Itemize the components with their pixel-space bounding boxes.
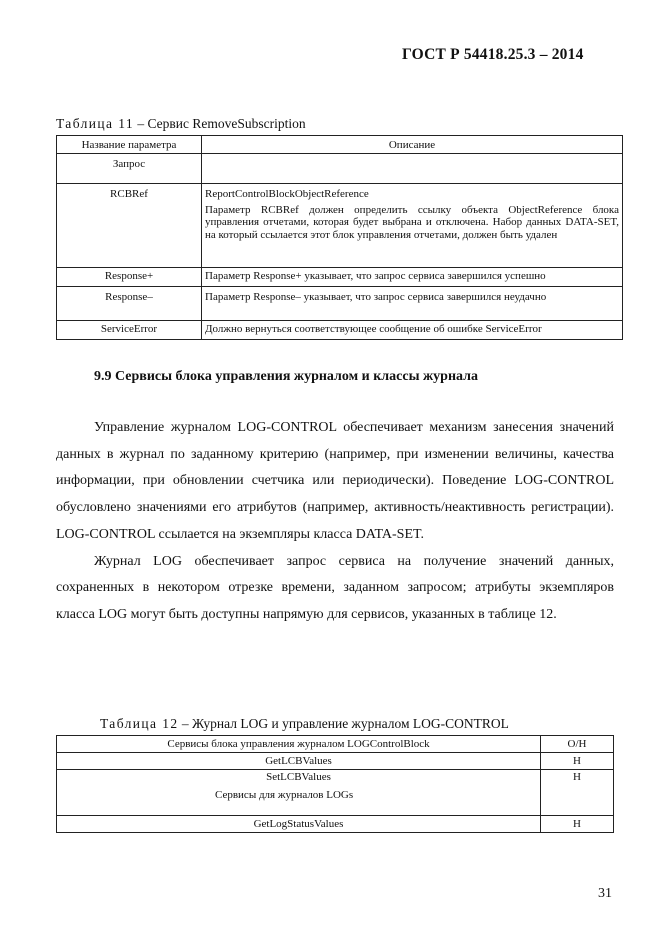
body-text	[56, 415, 614, 629]
table-header-row	[57, 736, 614, 753]
param-name-cell: ServiceError	[57, 321, 202, 340]
table-header-row	[57, 136, 623, 154]
param-desc-paragraph: Параметр RCBRef должен определить ссылку объекта ObjectReference блока управления отчетами, которая будет выбрана и отключена. Набор данных DATA-SET, на который ссылается этот блок управления отчетами, должен быть удален	[205, 203, 619, 241]
table-row	[57, 287, 623, 321]
table-12-caption-prefix: Таблица 12	[100, 716, 179, 731]
oh-cell: Н	[541, 770, 614, 816]
param-name-cell: Запрос	[57, 154, 202, 184]
service-name: SetLCBValues	[266, 771, 331, 783]
param-desc-cell: Должно вернуться соответствующее сообщение об ошибке ServiceError	[202, 321, 623, 340]
param-name-cell: Response+	[57, 268, 202, 287]
table-12-caption	[100, 716, 509, 732]
column-header-description: Описание	[202, 136, 623, 154]
service-group-label: Сервисы для журналов LOGs	[215, 789, 354, 801]
param-desc-cell	[202, 154, 623, 184]
column-header-param-name: Название параметра	[57, 136, 202, 154]
table-row	[57, 154, 623, 184]
paragraph: Управление журналом LOG-CONTROL обеспечивает механизм занесения значений данных в журнал по заданному критерию (например, при изменении величины, качества информации, при обновлении счетчика или периодически). Поведение LOG-CONTROL обусловлено значениями его атрибутов (например, активность/неактивность регистрации). LOG-CONTROL ссылается на экземпляры класса DATA-SET.	[56, 420, 614, 542]
oh-cell: Н	[541, 816, 614, 833]
table-row	[57, 753, 614, 770]
oh-cell: Н	[541, 753, 614, 770]
table-11-caption-text: – Сервис RemoveSubscription	[134, 116, 306, 131]
document-id-header: ГОСТ Р 54418.25.3 – 2014	[402, 46, 584, 63]
table-11	[56, 135, 623, 340]
param-desc-line: ReportControlBlockObjectReference	[205, 188, 369, 200]
param-desc-text: Параметр Response– указывает, что запрос сервиса завершился неудачно	[205, 291, 547, 303]
table-row	[57, 816, 614, 833]
page-number: 31	[598, 886, 612, 901]
column-header-oh: О/Н	[541, 736, 614, 753]
section-heading: 9.9 Сервисы блока управления журналом и классы журнала	[94, 369, 478, 384]
param-name-cell: RCBRef	[57, 184, 202, 268]
table-11-caption-prefix: Таблица 11	[56, 116, 134, 131]
service-cell: GetLogStatusValues	[57, 816, 541, 833]
param-desc-cell	[202, 287, 623, 321]
table-row	[57, 321, 623, 340]
paragraph: Журнал LOG обеспечивает запрос сервиса на получение значений данных, сохраненных в некотором отрезке времени, заданном запросом; атрибуты экземпляров класса LOG могут быть доступны напрямую для сервисов, указанных в таблице 12.	[56, 553, 614, 622]
table-row	[57, 770, 614, 816]
service-cell	[57, 770, 541, 816]
param-name-cell: Response–	[57, 287, 202, 321]
table-row	[57, 184, 623, 268]
service-cell: GetLCBValues	[57, 753, 541, 770]
column-header-services: Сервисы блока управления журналом LOGControlBlock	[57, 736, 541, 753]
table-12-caption-text: – Журнал LOG и управление журналом LOG-CONTROL	[178, 716, 509, 731]
param-desc-cell: Параметр Response+ указывает, что запрос сервиса завершился успешно	[202, 268, 623, 287]
table-12	[56, 735, 614, 833]
table-11-caption	[56, 116, 306, 132]
table-row	[57, 268, 623, 287]
param-desc-cell	[202, 184, 623, 268]
